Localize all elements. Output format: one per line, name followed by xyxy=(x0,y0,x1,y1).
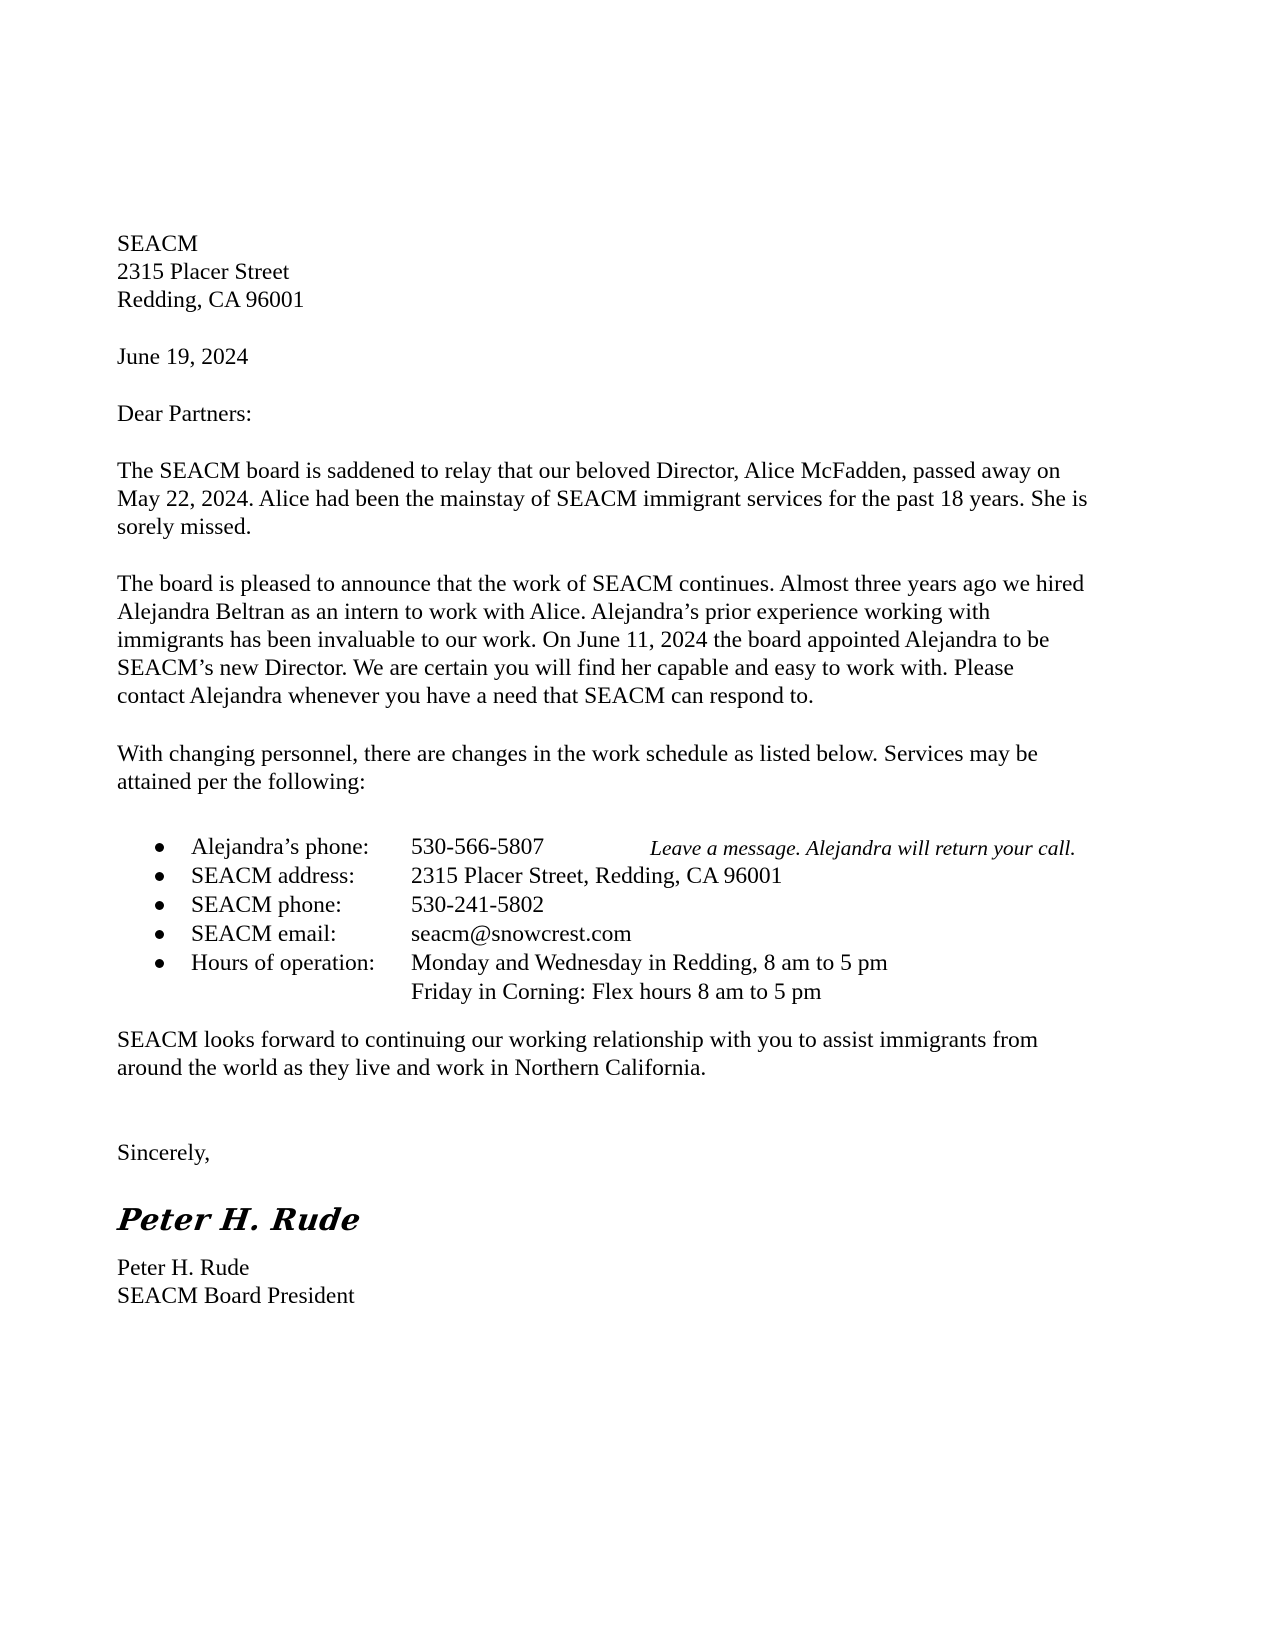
service-item-phone xyxy=(117,891,1162,920)
paragraph-line: SEACM looks forward to continuing our working relationship with you to assist immigrants from xyxy=(117,1027,1038,1053)
paragraph-line: The board is pleased to announce that the work of SEACM continues. Almost three years ago we hired xyxy=(117,571,1085,597)
letter-date: June 19, 2024 xyxy=(117,344,249,370)
paragraph-line: With changing personnel, there are changes in the work schedule as listed below. Services may be xyxy=(117,741,1038,767)
service-label: Hours of operation: xyxy=(191,950,376,976)
signer-name: Peter H. Rude xyxy=(117,1255,250,1281)
service-item-hours xyxy=(117,949,1162,978)
paragraph-line: contact Alejandra whenever you have a need that SEACM can respond to. xyxy=(117,683,814,709)
service-value: 530-566-5807 xyxy=(411,834,545,860)
paragraph-line: The SEACM board is saddened to relay that our beloved Director, Alice McFadden, passed away on xyxy=(117,458,1061,484)
sender-city: Redding, CA 96001 xyxy=(117,287,305,313)
service-value: Friday in Corning: Flex hours 8 am to 5 pm xyxy=(411,979,822,1005)
service-item-alejandra-phone xyxy=(117,833,1162,862)
paragraph-line: Alejandra Beltran as an intern to work with Alice. Alejandra’s prior experience working with xyxy=(117,599,991,625)
bullet-icon xyxy=(155,872,164,881)
service-value: seacm@snowcrest.com xyxy=(411,921,632,947)
sender-street: 2315 Placer Street xyxy=(117,259,290,285)
bullet-icon xyxy=(155,843,164,852)
paragraph-line: immigrants has been invaluable to our work. On June 11, 2024 the board appointed Alejandra to be xyxy=(117,627,1050,653)
paragraph-condolence xyxy=(117,457,1162,541)
service-note: Leave a message. Alejandra will return your call. xyxy=(650,836,1076,860)
signer-title: SEACM Board President xyxy=(117,1283,355,1309)
paragraph-schedule-intro xyxy=(117,740,1162,796)
paragraph-closing-remarks xyxy=(117,1026,1162,1082)
service-item-address xyxy=(117,862,1162,891)
bullet-icon xyxy=(155,901,164,910)
service-label: Alejandra’s phone: xyxy=(191,834,370,860)
paragraph-line: around the world as they live and work in Northern California. xyxy=(117,1055,707,1081)
paragraph-line: SEACM’s new Director. We are certain you will find her capable and easy to work with. Please xyxy=(117,655,1014,681)
service-item-hours-continued xyxy=(117,978,1162,1007)
service-label: SEACM email: xyxy=(191,921,337,947)
service-value: 2315 Placer Street, Redding, CA 96001 xyxy=(411,863,783,889)
signer-block xyxy=(117,1254,1162,1310)
closing: Sincerely, xyxy=(117,1140,211,1166)
bullet-icon xyxy=(155,930,164,939)
service-value: Monday and Wednesday in Redding, 8 am to 5 pm xyxy=(411,950,888,976)
service-label: SEACM phone: xyxy=(191,892,342,918)
service-label: SEACM address: xyxy=(191,863,355,889)
paragraph-announcement xyxy=(117,570,1162,710)
bullet-icon xyxy=(155,959,164,968)
service-item-email xyxy=(117,920,1162,949)
salutation: Dear Partners: xyxy=(117,401,253,427)
paragraph-line: sorely missed. xyxy=(117,514,252,540)
sender-org: SEACM xyxy=(117,231,198,257)
paragraph-line: attained per the following: xyxy=(117,769,366,795)
sender-address xyxy=(117,230,1162,314)
services-list xyxy=(117,833,1162,1007)
service-value: 530-241-5802 xyxy=(411,892,545,918)
handwritten-signature: Peter H. Rude xyxy=(115,1203,364,1238)
paragraph-line: May 22, 2024. Alice had been the mainstay of SEACM immigrant services for the past 18 years. She is xyxy=(117,486,1088,512)
